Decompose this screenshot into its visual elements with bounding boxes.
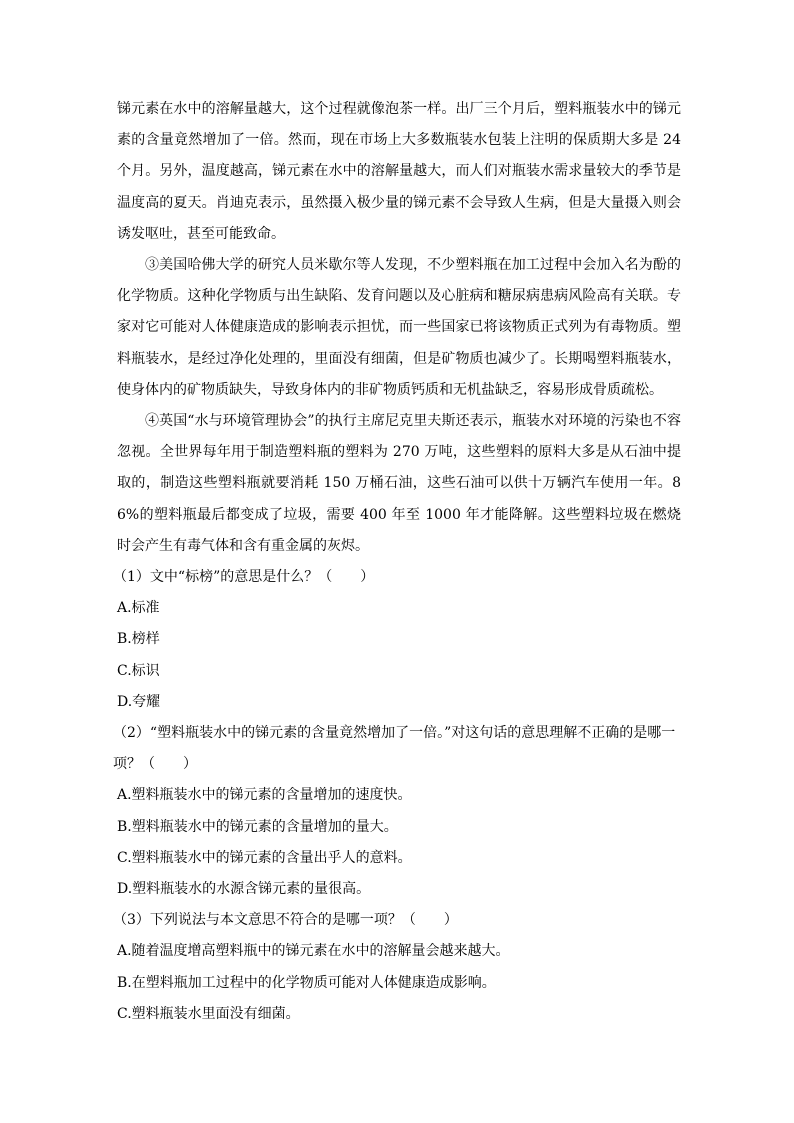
question-1 xyxy=(113,562,681,718)
question-stem: （1）文中“标榜”的意思是什么？（ ） xyxy=(113,569,375,586)
document-page xyxy=(113,94,681,1030)
option-b: B.在塑料瓶加工过程中的化学物质可能对人体健康造成影响。 xyxy=(117,974,496,991)
passage-paragraph-4: ④英国“水与环境管理协会”的执行主席尼克里夫斯还表示，瓶装水对环境的污染也不容忽视。全世界每年用于制造塑料瓶的塑料为 270 万吨，这些塑料的原料大多是从石油中提取的，制造这些塑料瓶就要消耗 150 万桶石油，这些石油可以供十万辆汽车使用一年。86%的塑料瓶最后都变成了垃圾，需要 400 年至 1000 年才能降解。这些塑料垃圾在燃烧时会产生有毒气体和含有重金属的灰烬。 xyxy=(117,413,681,554)
option-c: C.塑料瓶装水中的锑元素的含量出乎人的意料。 xyxy=(117,849,412,866)
option-a: A.塑料瓶装水中的锑元素的含量增加的速度快。 xyxy=(117,787,412,804)
option-a: A.随着温度增高塑料瓶中的锑元素在水中的溶解量会越来越大。 xyxy=(117,943,510,960)
question-stem: （3）下列说法与本文意思不符合的是哪一项？（ ） xyxy=(113,912,458,929)
question-3 xyxy=(113,905,681,1030)
question-2 xyxy=(113,718,681,905)
option-b: B.榜样 xyxy=(117,631,160,648)
option-c: C.标识 xyxy=(117,662,160,679)
option-b: B.塑料瓶装水中的锑元素的含量增加的量大。 xyxy=(117,818,398,835)
option-a: A.标准 xyxy=(117,600,160,617)
passage-paragraph-continued: 锑元素在水中的溶解量越大，这个过程就像泡茶一样。出厂三个月后，塑料瓶装水中的锑元素的含量竟然增加了一倍。然而，现在市场上大多数瓶装水包装上注明的保质期大多是 24 个月。另外，温度越高，锑元素在水中的溶解量越大，而人们对瓶装水需求量较大的季节是温度高的夏天。肖迪克表示，虽然摄入极少量的锑元素不会导致人生病，但是大量摄入则会诱发呕吐，甚至可能致命。 xyxy=(117,101,681,242)
passage-paragraph-3: ③美国哈佛大学的研究人员米歇尔等人发现，不少塑料瓶在加工过程中会加入名为酚的化学物质。这种化学物质与出生缺陷、发育问题以及心脏病和糖尿病患病风险高有关联。专家对它可能对人体健康造成的影响表示担忧，而一些国家已将该物质正式列为有毒物质。塑料瓶装水，是经过净化处理的，里面没有细菌，但是矿物质也减少了。长期喝塑料瓶装水，使身体内的矿物质缺失，导致身体内的非矿物质钙质和无机盐缺乏，容易形成骨质疏松。 xyxy=(117,257,681,398)
option-d: D.夸耀 xyxy=(117,693,161,710)
question-stem: （2）“塑料瓶装水中的锑元素的含量竟然增加了一倍。”对这句话的意思理解不正确的是哪一项？（ ） xyxy=(113,725,676,773)
option-d: D.塑料瓶装水的水源含锑元素的量很高。 xyxy=(117,881,371,898)
option-c: C.塑料瓶装水里面没有细菌。 xyxy=(117,1005,300,1022)
